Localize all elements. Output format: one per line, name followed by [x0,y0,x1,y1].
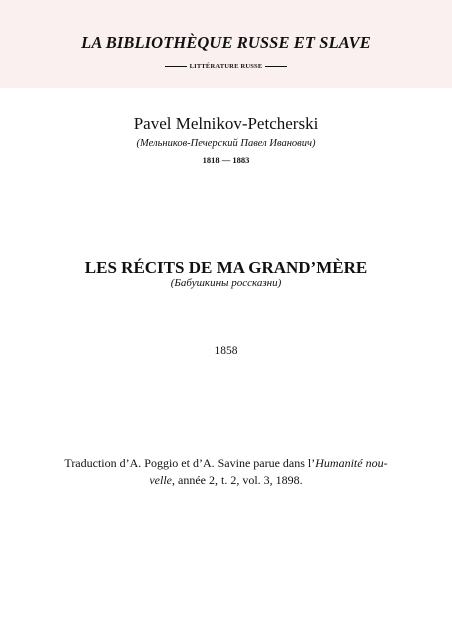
translation-text-2: , année 2, t. 2, vol. 3, 1898. [172,473,303,487]
journal-title-part-2: velle [149,473,172,487]
translation-text-1: Traduction d’A. Poggio et d’A. Savine parue dans l’ [64,456,316,470]
publication-year: 1858 [214,345,238,357]
left-rule [165,66,187,67]
series-subtitle [0,63,452,70]
right-rule [265,66,287,67]
translation-note [40,455,412,489]
translation-line-1 [40,455,412,472]
series-header [0,0,452,88]
author-name: Pavel Melnikov-Petcherski [133,114,319,133]
author-name-russian: (Мельников-Печерский Павел Иванович) [136,138,316,149]
author-dates: 1818 — 1883 [202,155,250,165]
translation-line-2 [40,472,412,489]
journal-title-part-1: Humanité nou- [315,456,388,470]
work-title: LES RÉCITS DE MA GRAND’MÈRE [84,258,368,277]
series-subtitle-label: LITTÉRATURE RUSSE [189,63,263,70]
series-title: LA BIBLIOTHÈQUE RUSSE ET SLAVE [81,33,371,52]
work-title-russian: (Бабушкины россказни) [170,277,282,289]
